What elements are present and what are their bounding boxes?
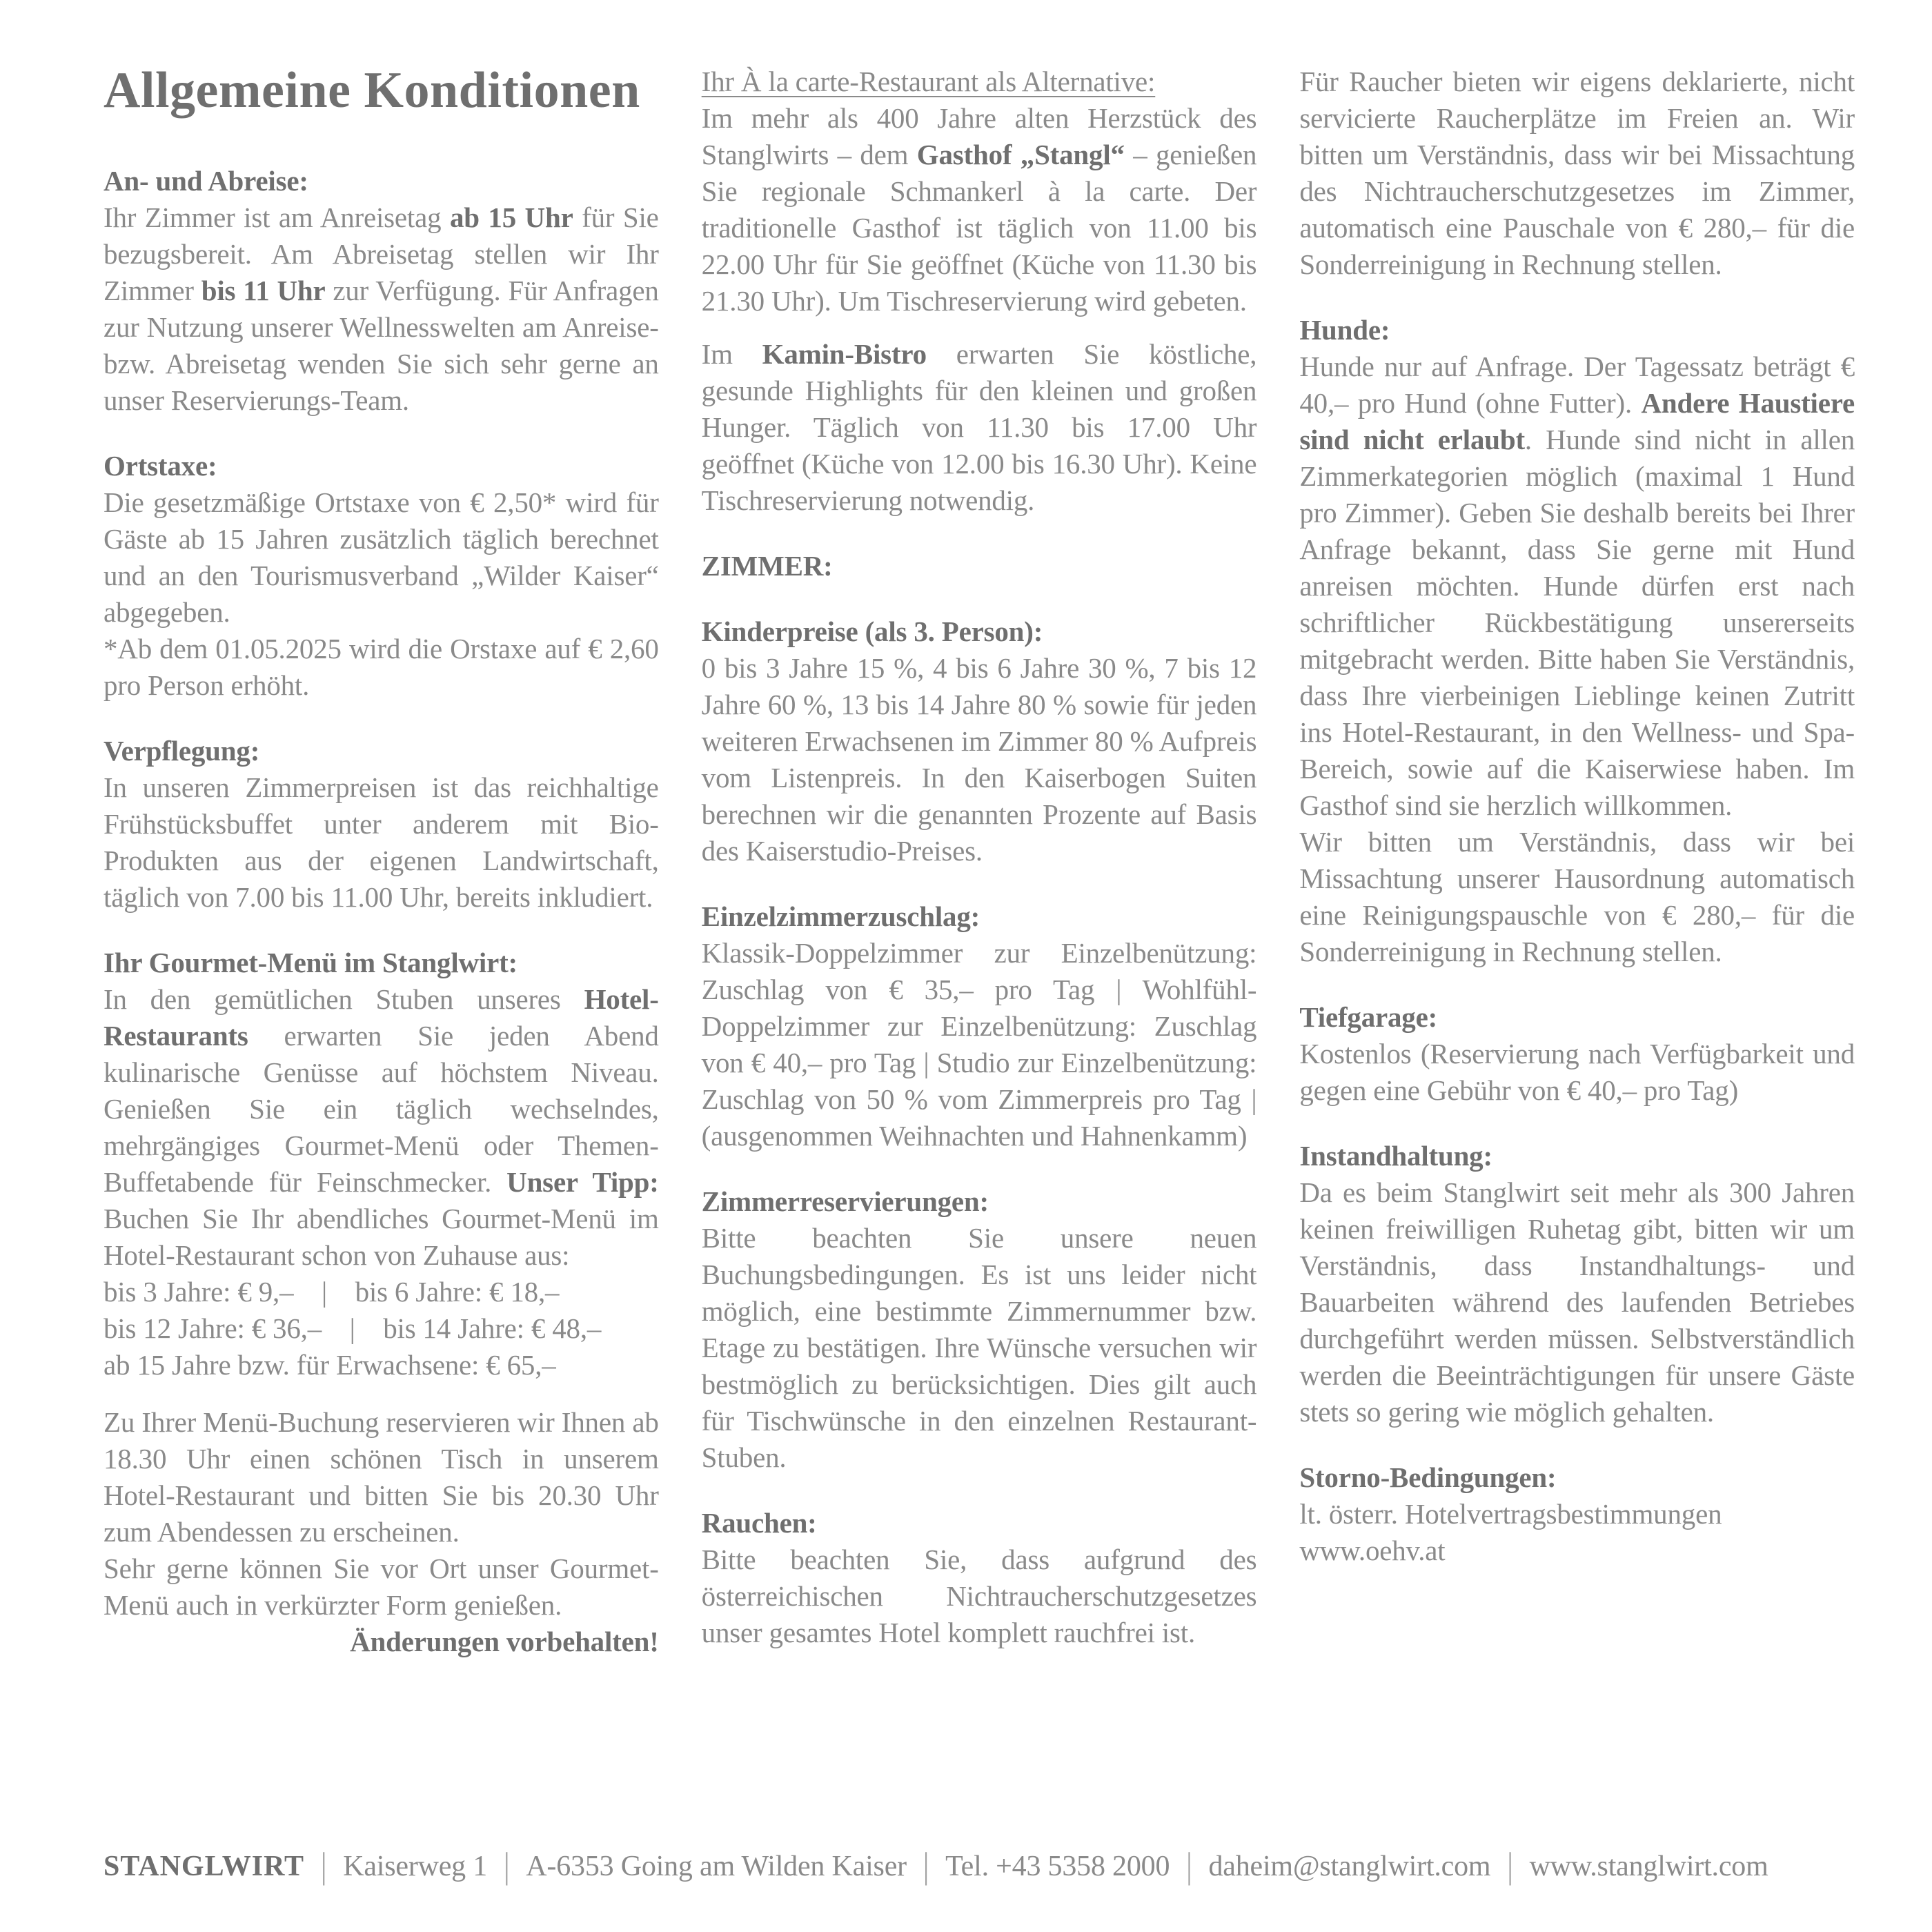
footer-item: Tel. +43 5358 2000 [945,1850,1170,1882]
paragraph [702,650,1257,869]
paragraph [1299,1174,1855,1430]
column-2-body [702,63,1257,1651]
line: lt. österr. Hotelvertragsbestimmungen [1299,1498,1722,1530]
section-heading: Zimmerreservierungen: [701,1185,989,1217]
text-run: Da es beim Stanglwirt seit mehr als 300 Jahren keinen freiwilligen Ruhetag gibt, bitten wir um Verständnis, dass Instandhaltungs- und Bauarbeiten während des laufenden Betriebes durchgeführt werden müssen. Selbstverständlich werden die Beeinträchtigungen für unsere Gäste stets so gering wie möglich gehalten. [1299,1176,1855,1428]
text-run: . Hunde sind nicht in allen Zimmerkategorien möglich (maximal 1 Hund pro Zimmer). Geben Sie deshalb bereits bei Ihrer Anfrage bekannt, dass Sie gerne mit Hund anreisen möchten. Hunde dürfen erst nach schriftlicher Rückbestätigung unsererseits mitgebracht werden. Bitte haben Sie Verständnis, dass Ihre vierbeinigen Lieblinge keinen Zutritt ins Hotel-Restaurant, in den Wellness- und Spa-Bereich, sowie auf die Kaiserwiese haben. Im Gasthof sind sie herzlich willkommen. [1299,424,1855,821]
text-run: zur Verfügung. Für Anfragen zur Nutzung unserer Wellnesswelten am Anreise- bzw. Abreisetag wenden Sie sich sehr gerne an unser Reservierungs-Team. [103,274,659,416]
section-heading: Storno-Bedingungen: [1299,1461,1557,1493]
footer-divider: | [1186,1846,1192,1886]
section-heading: Hunde: [1299,314,1390,346]
column-1-body [103,163,659,1657]
section-hunde [1299,312,1855,970]
section-heading: Kinderpreise (als 3. Person): [701,615,1043,647]
section-rauchen [702,1505,1257,1651]
text-run: Die gesetzmäßige Ortstaxe von € 2,50* wird für Gäste ab 15 Jahren zusätzlich täglich berechnet und an den Tourismusverband „Wilder Kaiser“ abgegeben. [103,486,659,628]
paragraph [702,1220,1257,1476]
text-run: Im mehr als 400 Jahre alten Herzstück des Stanglwirts – dem [701,102,1257,170]
footer-item: daheim@stanglwirt.com [1208,1850,1491,1882]
section-kinderpreise [702,613,1257,869]
paragraph [103,1404,659,1550]
section-an-und-abreise [103,163,659,419]
text-run: erwarten Sie jeden Abend kulinarische Genüsse auf höchstem Niveau. Genießen Sie ein täglich wechselndes, mehrgängiges Gourmet-Menü oder Themen-Buffetabende für Feinschmecker. [103,1019,659,1198]
bold-text: Gasthof „Stangl“ [916,139,1125,170]
section-heading: Ortstaxe: [103,449,217,482]
paragraph [103,484,659,631]
column-3 [1299,63,1855,1819]
footer-item: Kaiserweg 1 [343,1850,488,1882]
paragraph [702,336,1257,519]
paragraph [1299,824,1855,970]
paragraph [702,1541,1257,1651]
text-run: Für Raucher bieten wir eigens deklarierte, nicht servicierte Raucherplätze im Freien an. Wir bitten um Verständnis, dass wir bei Missachtung des Nichtraucherschutzgesetzes im Zimmer, automatisch eine Pauschale von € 280,– für die Sonderreinigung in Rechnung stellen. [1299,66,1855,280]
paragraph [103,769,659,916]
text-run: erwarten Sie köstliche, gesunde Highlights für den kleinen und großen Hunger. Täglich von 11.30 bis 17.00 Uhr geöffnet (Küche von 12.00 bis 16.30 Uhr). Keine Tischreservierung notwendig. [701,338,1257,516]
bold-text: Kamin-Bistro [762,338,927,370]
column-1 [103,63,659,1819]
paragraph [103,199,659,419]
line: ab 15 Jahre bzw. für Erwachsene: € 65,– [103,1348,556,1381]
text-run: für Sie bezugsbereit. Am Abreisetag stellen wir Ihr Zimmer [103,201,659,306]
section-raucherplaetze [1299,63,1855,283]
section-ortstaxe [103,448,659,704]
section-zimmer [702,548,1257,584]
footer-brand: STANGLWIRT [103,1850,304,1882]
line: bis 12 Jahre: € 36,– | bis 14 Jahre: € 48,– [103,1312,602,1344]
bold-text: Hotel-Restaurants [103,983,659,1052]
text-run: In den gemütlichen Stuben unseres [103,983,584,1015]
paragraph [1299,63,1855,283]
bold-text: bis 11 Uhr [201,274,326,306]
paragraph [103,981,659,1274]
text-run: Kostenlos (Reservierung nach Verfügbarkeit und gegen eine Gebühr von € 40,– pro Tag) [1299,1038,1855,1106]
column-2 [702,63,1257,1819]
text-run: Zu Ihrer Menü-Buchung reservieren wir Ihnen ab 18.30 Uhr einen schönen Tisch in unserem Hotel-Restaurant und bitten Sie bis 20.30 Uhr zum Abendessen zu erscheinen. [103,1406,659,1548]
text-run: Sehr gerne können Sie vor Ort unser Gourmet-Menü auch in verkürzter Form genießen. [103,1552,659,1621]
paragraph [103,631,659,704]
bold-text: Unser Tipp: [506,1165,659,1198]
paragraph [1299,348,1855,824]
section-heading: Instandhaltung: [1299,1140,1492,1172]
section-verpflegung [103,733,659,916]
section-einzelzimmerzuschlag [702,898,1257,1154]
section-storno-bedingungen [1299,1459,1855,1569]
section-heading: An- und Abreise: [103,164,308,197]
footer-item: www.stanglwirt.com [1529,1850,1768,1882]
paragraph [702,935,1257,1154]
text-run: In unseren Zimmerpreisen ist das reichhaltige Frühstücksbuffet unter anderem mit Bio-Produkten aus der eigenen Landwirtschaft, täglich von 7.00 bis 11.00 Uhr, bereits inkludiert. [103,771,659,913]
text-run: Wir bitten um Verständnis, dass wir bei Missachtung unserer Hausordnung automatisch eine Reinigungspauschle von € 280,– für die Sonderreinigung in Rechnung stellen. [1299,826,1855,967]
footer [103,1846,1855,1886]
section-heading: Rauchen: [701,1507,817,1539]
paragraph [702,100,1257,319]
section-heading: Verpflegung: [103,734,260,767]
bold-text: Andere Haustiere sind nicht erlaubt [1299,387,1855,455]
footer-divider: | [504,1846,510,1886]
text-run: 0 bis 3 Jahre 15 %, 4 bis 6 Jahre 30 %, 7 bis 12 Jahre 60 %, 13 bis 14 Jahre 80 % sowie für jeden weiteren Erwachsenen im Zimmer 80 % Aufpreis vom Listenpreis. In den Kaiserbogen Suiten berechnen wir die genannten Prozente auf Basis des Kaiserstudio-Preises. [701,652,1257,867]
footer-divider: | [320,1846,327,1886]
paragraph [103,1550,659,1657]
section-a-la-carte-restaurant [702,63,1257,519]
text-run: Ihr Zimmer ist am Anreisetag [103,201,450,233]
text-run: Hunde nur auf Anfrage. Der Tagessatz beträgt € 40,– pro Hund (ohne Futter). [1299,351,1855,419]
section-heading: Ihr À la carte-Restaurant als Alternative: [701,66,1156,97]
text-run: Bitte beachten Sie unsere neuen Buchungsbedingungen. Es ist uns leider nicht möglich, eine bestimmte Zimmernummer bzw. Etage zu bestätigen. Ihre Wünsche versuchen wir bestmöglich zu berücksichtigen. Dies gilt auch für Tischwünsche in den einzelnen Restaurant-Stuben. [701,1222,1257,1473]
text-run: Klassik-Doppelzimmer zur Einzelbenützung: Zuschlag von € 35,– pro Tag | Wohlfühl-Doppelzimmer zur Einzelbenützung: Zuschlag von € 40,– pro Tag | Studio zur Einzelbenützung: Zuschlag von 50 % vom Zimmerpreis pro Tag | (ausgenommen Weihnachten und Hahnenkamm) [701,937,1257,1152]
text-run: – genießen Sie regionale Schmankerl à la carte. Der traditionelle Gasthof ist täglich von 11.00 bis 22.00 Uhr für Sie geöffnet (Küche von 11.30 bis 21.30 Uhr). Um Tischreservierung wird gebeten. [701,139,1257,317]
footer-item: A-6353 Going am Wilden Kaiser [526,1850,907,1882]
line: bis 3 Jahre: € 9,– | bis 6 Jahre: € 18,– [103,1275,560,1308]
section-gourmet-menu [103,945,659,1657]
section-heading: ZIMMER: [701,550,833,582]
columns [103,63,1855,1819]
section-zimmerreservierungen [702,1183,1257,1476]
line: www.oehv.at [1299,1535,1446,1566]
bold-text: Änderungen vorbehalten! [350,1625,659,1657]
column-3-body [1299,63,1855,1569]
text-run: Bitte beachten Sie, dass aufgrund des österreichischen Nichtraucherschutzgesetzes unser gesamtes Hotel komplett rauchfrei ist. [701,1544,1257,1648]
line-group [103,1274,659,1383]
bold-text: ab 15 Uhr [449,201,573,233]
text-run: Im [701,338,762,370]
page-title: Allgemeine Konditionen [103,63,640,119]
footer-divider: | [1507,1846,1513,1886]
paragraph [1299,1036,1855,1109]
text-run: Buchen Sie Ihr abendliches Gourmet-Menü im Hotel-Restaurant schon von Zuhause aus: [103,1202,659,1271]
text-run: *Ab dem 01.05.2025 wird die Orstaxe auf € 2,60 pro Person erhöht. [103,632,659,701]
section-tiefgarage [1299,999,1855,1109]
section-heading: Tiefgarage: [1299,1001,1438,1033]
section-heading: Einzelzimmerzuschlag: [701,900,980,932]
footer-divider: | [923,1846,929,1886]
line-group [1299,1496,1855,1569]
section-instandhaltung [1299,1138,1855,1430]
section-heading: Ihr Gourmet-Menü im Stanglwirt: [103,946,518,978]
